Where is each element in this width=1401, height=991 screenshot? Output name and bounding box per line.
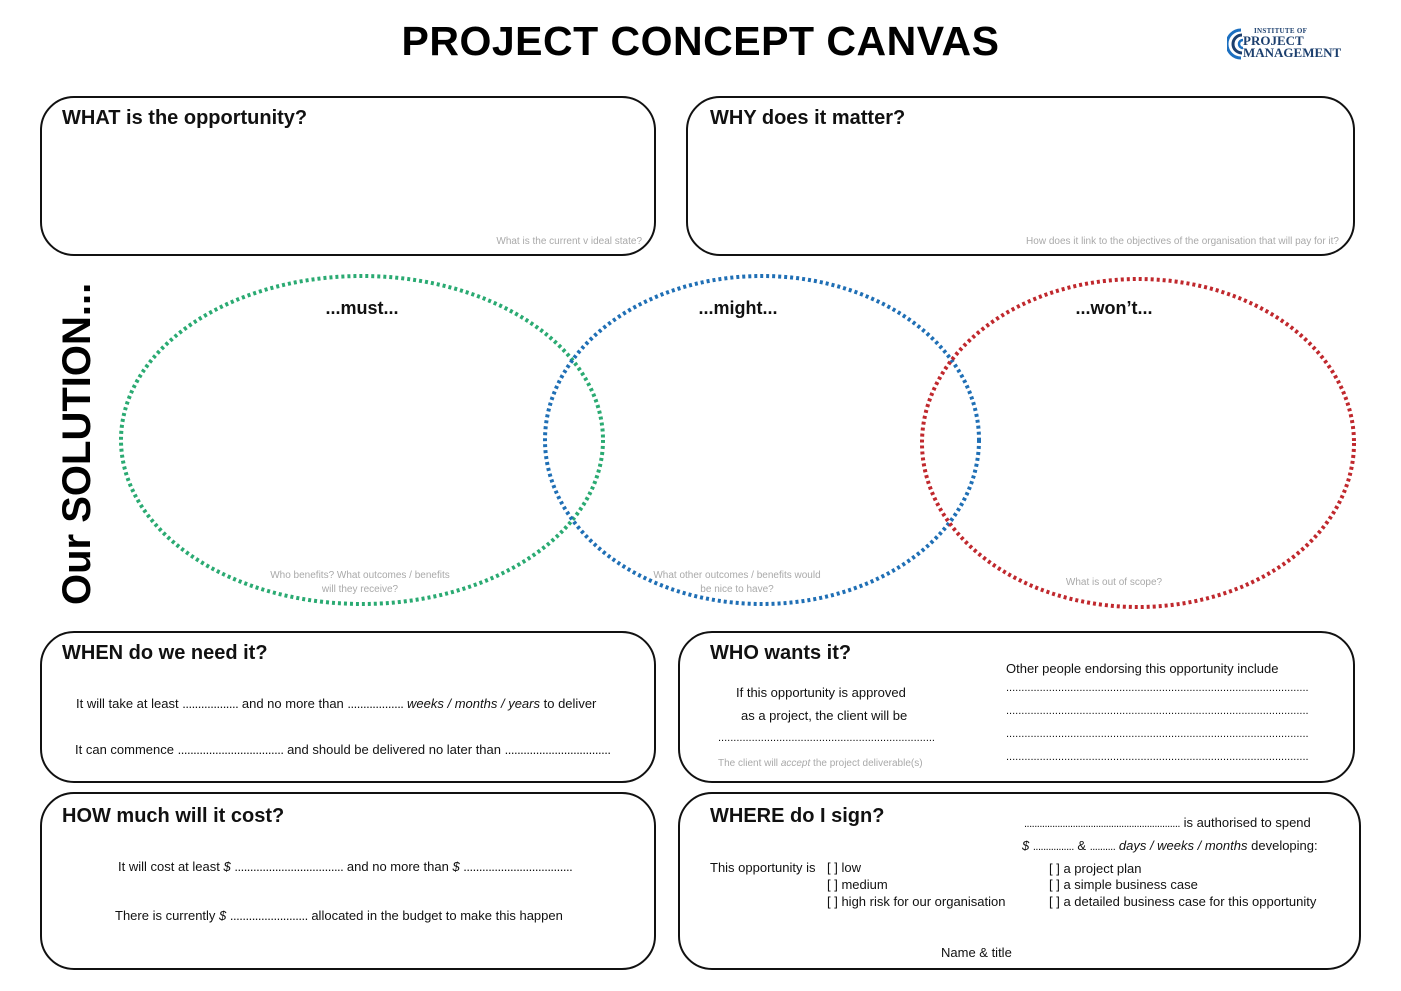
- must-ellipse: [121, 276, 603, 604]
- what-hint: What is the current v ideal state?: [496, 236, 642, 247]
- why-title: WHY does it matter?: [710, 107, 906, 129]
- endorser-line-1[interactable]: ...................................................................................................: [1006, 682, 1309, 694]
- might-hint: What other outcomes / benefits would be nice to have?: [653, 570, 821, 595]
- when-line-1: It will take at least .................. and no more than .................. weeks / months / years to deliver: [76, 696, 597, 711]
- doc-option-plan[interactable]: [ ] a project plan: [1049, 861, 1142, 876]
- who-line-1: If this opportunity is approved: [736, 685, 906, 700]
- endorser-line-3[interactable]: ...................................................................................................: [1006, 728, 1309, 740]
- endorser-line-2[interactable]: ...................................................................................................: [1006, 705, 1309, 717]
- how-line-2: There is currently $ ......................... allocated in the budget to make this happen: [115, 908, 563, 923]
- where-risk-lead: This opportunity is: [710, 860, 816, 875]
- how-title: HOW much will it cost?: [62, 805, 285, 827]
- might-label: ...might...: [698, 298, 778, 318]
- logo-line-1: INSTITUTE OF: [1254, 27, 1308, 35]
- when-box[interactable]: [40, 631, 656, 783]
- where-authorised-line: ............................................................. is authorised to spend: [1024, 815, 1311, 830]
- when-title: WHEN do we need it?: [62, 642, 268, 664]
- logo-line-3: MANAGEMENT: [1243, 45, 1342, 60]
- wont-ellipse: [922, 279, 1354, 607]
- name-title: Name & title: [941, 945, 1012, 960]
- solution-label: Our SOLUTION...: [55, 282, 99, 605]
- client-dots[interactable]: .......................................................................: [718, 732, 935, 744]
- risk-option-medium[interactable]: [ ] medium: [827, 877, 888, 892]
- might-ellipse: [545, 276, 979, 604]
- page-title: PROJECT CONCEPT CANVAS: [401, 18, 1000, 64]
- logo-line-2: PROJECT: [1243, 33, 1304, 48]
- where-spend-line: $ ................ & .......... days / weeks / months developing:: [1022, 838, 1318, 853]
- who-others: Other people endorsing this opportunity include: [1006, 661, 1279, 676]
- who-hint: The client will accept the project deliverable(s): [718, 758, 923, 769]
- why-hint: How does it link to the objectives of the organisation that will pay for it?: [1026, 236, 1339, 247]
- doc-option-detailed-case[interactable]: [ ] a detailed business case for this opportunity: [1049, 894, 1317, 909]
- what-title: WHAT is the opportunity?: [62, 107, 308, 129]
- when-line-2: It can commence .................................. and should be delivered no later than ..................................: [75, 742, 611, 757]
- wont-hint: What is out of scope?: [1065, 577, 1163, 588]
- where-title: WHERE do I sign?: [710, 805, 885, 827]
- how-line-1: It will cost at least $ ................................... and no more than $ ...................................: [118, 859, 573, 874]
- risk-option-high[interactable]: [ ] high risk for our organisation: [827, 894, 1006, 909]
- must-label: ...must...: [325, 298, 399, 318]
- risk-option-low[interactable]: [ ] low: [827, 860, 861, 875]
- doc-option-simple-case[interactable]: [ ] a simple business case: [1049, 877, 1198, 892]
- who-title: WHO wants it?: [710, 642, 852, 664]
- where-box[interactable]: [678, 792, 1361, 970]
- endorser-line-4[interactable]: ...................................................................................................: [1006, 751, 1309, 763]
- wont-label: ...won’t...: [1075, 298, 1153, 318]
- how-box[interactable]: [40, 792, 656, 970]
- who-line-2: as a project, the client will be: [741, 708, 908, 723]
- must-hint: Who benefits? What outcomes / benefits will they receive?: [270, 570, 450, 595]
- who-box[interactable]: [678, 631, 1355, 783]
